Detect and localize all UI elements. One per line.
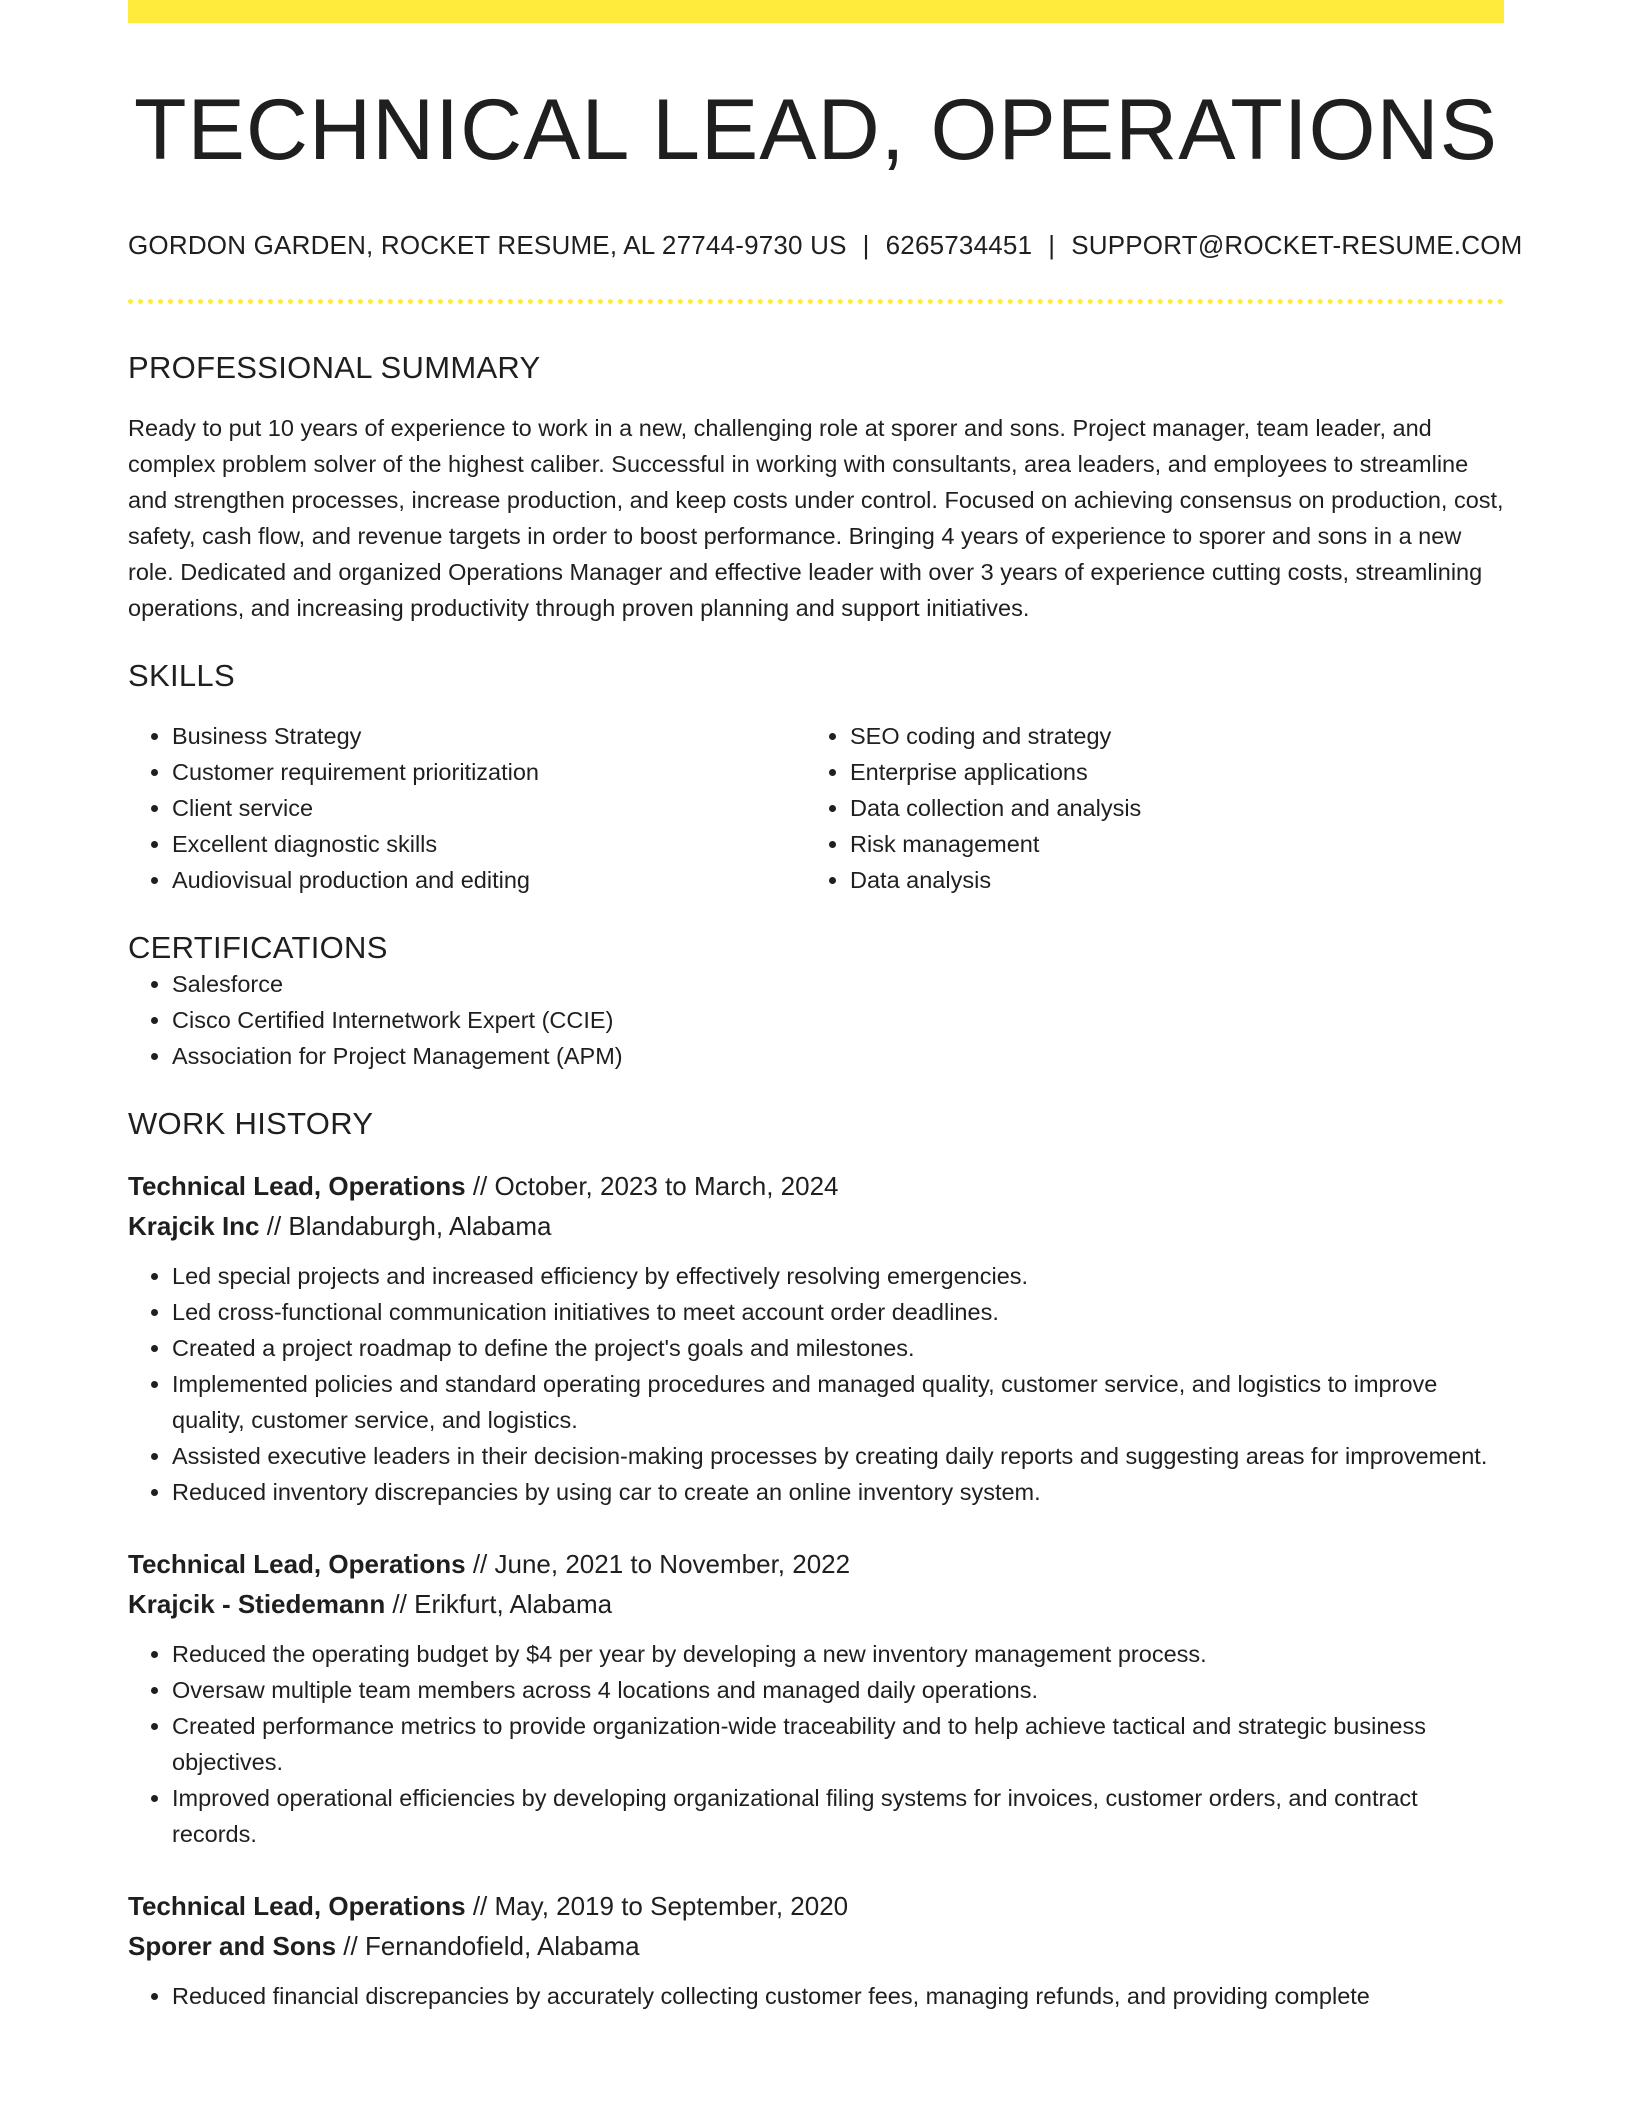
job-bullet: • Improved operational efficiencies by developing organizational filing systems for invoices, customer orders, and contract records. bbox=[172, 1780, 1504, 1852]
job-company-line bbox=[128, 1926, 1504, 1966]
job-company-line bbox=[128, 1584, 1504, 1624]
accent-top-bar bbox=[128, 0, 1504, 23]
job-bullet: • Oversaw multiple team members across 4 locations and managed daily operations. bbox=[172, 1672, 1504, 1708]
skill-item: • Client service bbox=[172, 790, 806, 826]
job-location: // Fernandofield, Alabama bbox=[336, 1930, 640, 1961]
job-bullet: • Reduced the operating budget by $4 per year by developing a new inventory management process. bbox=[172, 1636, 1504, 1672]
contact-email: SUPPORT@ROCKET-RESUME.COM bbox=[1071, 229, 1523, 260]
job-entry bbox=[128, 1544, 1504, 1852]
job-bullet: • Led cross-functional communication initiatives to meet account order deadlines. bbox=[172, 1294, 1504, 1330]
skills-heading: SKILLS bbox=[128, 657, 235, 693]
job-role-line bbox=[128, 1544, 1504, 1584]
job-entry bbox=[128, 1166, 1504, 1510]
resume-title: TECHNICAL LEAD, OPERATIONS bbox=[133, 82, 1499, 178]
skills-list bbox=[128, 718, 1504, 898]
contact-address: GORDON GARDEN, ROCKET RESUME, AL 27744-9730 US bbox=[128, 229, 847, 260]
job-location: // Erikfurt, Alabama bbox=[385, 1588, 613, 1619]
skill-item: • Enterprise applications bbox=[850, 754, 1500, 790]
skill-item: • Business Strategy bbox=[172, 718, 806, 754]
job-bullets bbox=[128, 1978, 1504, 2014]
contact-line bbox=[128, 229, 1523, 261]
job-bullet: • Implemented policies and standard operating procedures and managed quality, customer service, and logistics to improve quality, customer service, and logistics. bbox=[172, 1366, 1504, 1438]
skill-item: • Audiovisual production and editing bbox=[172, 862, 806, 898]
job-role-line bbox=[128, 1886, 1504, 1926]
job-bullet: • Created performance metrics to provide organization-wide traceability and to help achieve tactical and strategic business objectives. bbox=[172, 1708, 1504, 1780]
job-company-line bbox=[128, 1206, 1504, 1246]
resume-page bbox=[128, 0, 1523, 2014]
job-role-line bbox=[128, 1166, 1504, 1206]
job-company: Sporer and Sons bbox=[128, 1930, 337, 1961]
job-bullet: • Created a project roadmap to define the project's goals and milestones. bbox=[172, 1330, 1504, 1366]
job-company: Krajcik - Stiedemann bbox=[128, 1588, 386, 1619]
job-role: Technical Lead, Operations bbox=[128, 1170, 466, 1201]
skills-column-left bbox=[128, 718, 806, 898]
contact-separator: | bbox=[862, 229, 870, 260]
certifications-list bbox=[128, 966, 1504, 1074]
skill-item: • SEO coding and strategy bbox=[850, 718, 1500, 754]
job-bullet: • Assisted executive leaders in their decision-making processes by creating daily reports and suggesting areas for improvement. bbox=[172, 1438, 1504, 1474]
summary-heading: PROFESSIONAL SUMMARY bbox=[128, 349, 541, 385]
dotted-divider bbox=[128, 299, 1504, 304]
job-bullet: • Reduced inventory discrepancies by using car to create an online inventory system. bbox=[172, 1474, 1504, 1510]
job-location: // Blandaburgh, Alabama bbox=[259, 1210, 552, 1241]
skill-item: • Data collection and analysis bbox=[850, 790, 1500, 826]
work-history-heading: WORK HISTORY bbox=[128, 1105, 374, 1141]
job-role: Technical Lead, Operations bbox=[128, 1548, 466, 1579]
job-role: Technical Lead, Operations bbox=[128, 1890, 466, 1921]
certification-item: • Cisco Certified Internetwork Expert (CCIE) bbox=[172, 1002, 1504, 1038]
job-dates: // October, 2023 to March, 2024 bbox=[465, 1170, 839, 1201]
skill-item: • Customer requirement prioritization bbox=[172, 754, 806, 790]
job-company: Krajcik Inc bbox=[128, 1210, 260, 1241]
skill-item: • Excellent diagnostic skills bbox=[172, 826, 806, 862]
job-dates: // May, 2019 to September, 2020 bbox=[465, 1890, 849, 1921]
contact-separator: | bbox=[1048, 229, 1056, 260]
job-bullet: • Led special projects and increased efficiency by effectively resolving emergencies. bbox=[172, 1258, 1504, 1294]
job-bullets bbox=[128, 1636, 1504, 1852]
certification-item: • Association for Project Management (APM) bbox=[172, 1038, 1504, 1074]
skill-item: • Risk management bbox=[850, 826, 1500, 862]
skill-item: • Data analysis bbox=[850, 862, 1500, 898]
certifications-heading: CERTIFICATIONS bbox=[128, 929, 388, 965]
certification-item: • Salesforce bbox=[172, 966, 1504, 1002]
contact-phone: 6265734451 bbox=[885, 229, 1033, 260]
job-bullet: • Reduced financial discrepancies by accurately collecting customer fees, managing refunds, and providing complete bbox=[172, 1978, 1504, 2014]
job-bullets bbox=[128, 1258, 1504, 1510]
job-entry bbox=[128, 1886, 1504, 2014]
job-dates: // June, 2021 to November, 2022 bbox=[465, 1548, 851, 1579]
summary-text: Ready to put 10 years of experience to work in a new, challenging role at sporer and sons. Project manager, team leader, and complex problem solver of the highest caliber. Successful in working with consultants, area leaders, and employees to streamline and strengthen processes, increase production, and keep costs under control. Focused on achieving consensus on production, cost, safety, cash flow, and revenue targets in order to boost performance. Bringing 4 years of experience to sporer and sons in a new role. Dedicated and organized Operations Manager and effective leader with over 3 years of experience cutting costs, streamlining operations, and increasing productivity through proven planning and support initiatives. bbox=[128, 414, 1504, 621]
skills-column-right bbox=[806, 718, 1500, 898]
